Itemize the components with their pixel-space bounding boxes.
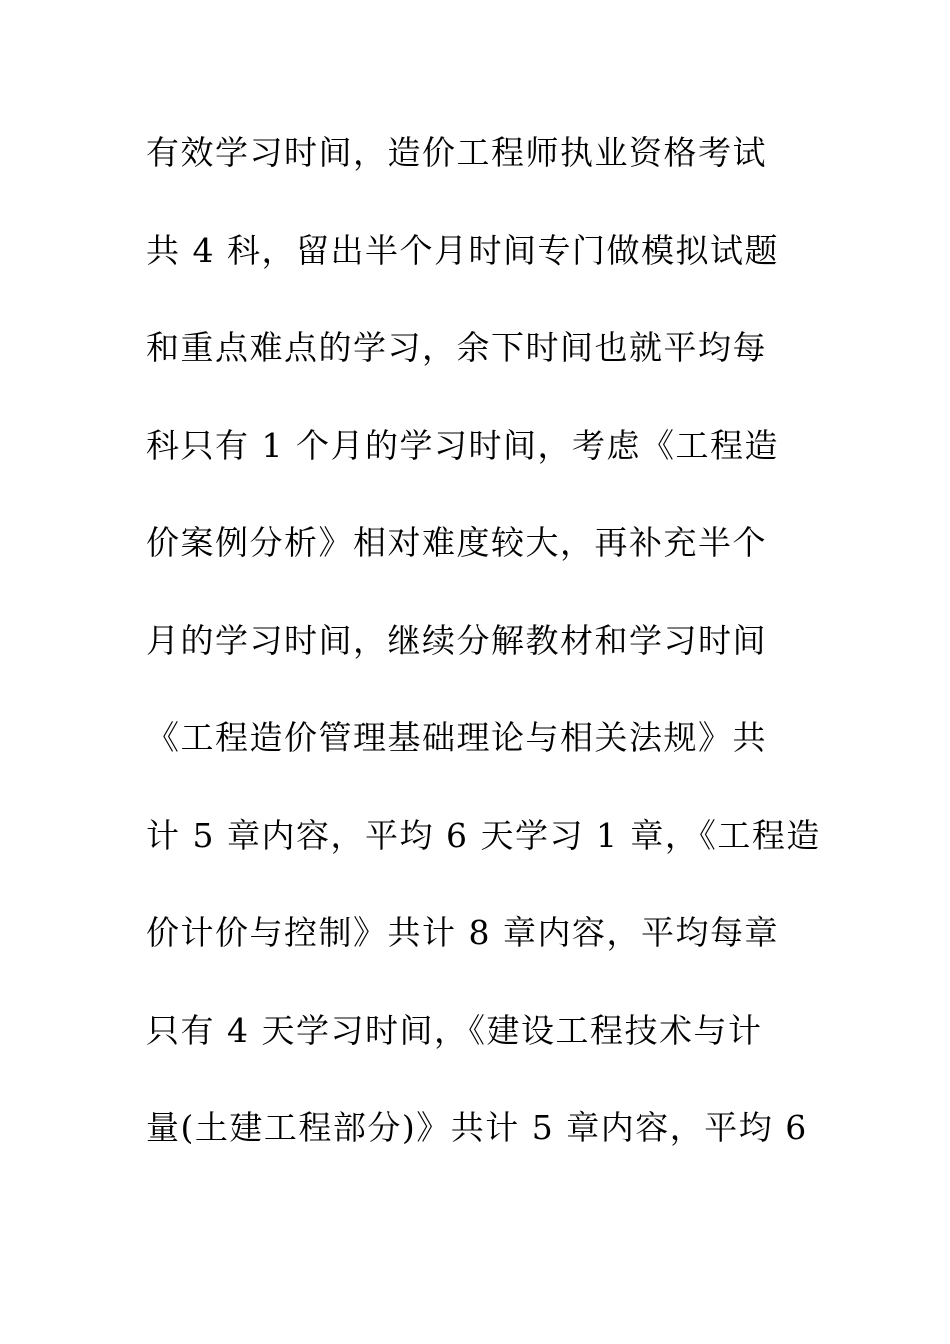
text-line-10: 只有 4 天学习时间，《建设工程技术与计 xyxy=(146,1010,763,1050)
text-line-2: 共 4 科，留出半个月时间专门做模拟试题 xyxy=(146,230,779,270)
text-line-8: 计 5 章内容，平均 6 天学习 1 章，《工程造 xyxy=(146,815,821,855)
text-line-1: 有效学习时间，造价工程师执业资格考试 xyxy=(146,133,767,172)
text-line-6: 月的学习时间，继续分解教材和学习时间 xyxy=(146,620,767,660)
text-line-7: 《工程造价管理基础理论与相关法规》共 xyxy=(146,718,767,757)
text-line-9: 价计价与控制》共计 8 章内容，平均每章 xyxy=(146,913,779,952)
text-line-3: 和重点难点的学习，余下时间也就平均每 xyxy=(146,328,767,367)
text-line-11: 量(土建工程部分)》共计 5 章内容，平均 6 xyxy=(146,1108,808,1147)
text-line-4: 科只有 1 个月的学习时间，考虑《工程造 xyxy=(146,425,779,465)
text-line-5: 价案例分析》相对难度较大，再补充半个 xyxy=(146,523,767,562)
body-text xyxy=(146,127,826,1200)
